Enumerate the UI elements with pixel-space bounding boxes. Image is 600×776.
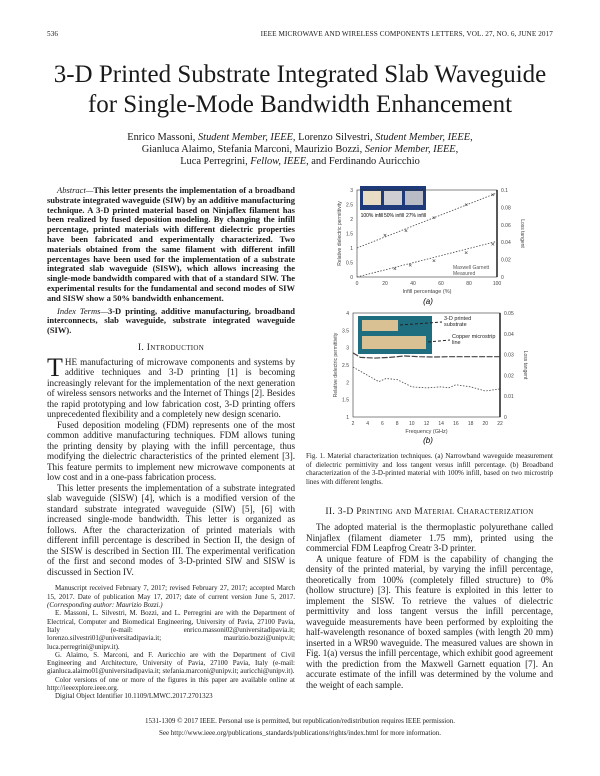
left-column: [47, 186, 295, 701]
legend-entry: Measured: [453, 271, 476, 277]
y-tick-label: 1: [350, 246, 353, 252]
y-tick-label: 2: [346, 380, 349, 387]
paragraph: The adopted material is the thermoplastic polyurethane called Ninjaflex (filament diameter 1.75 mm), printed using the commercial FDM Leapfrog Creatr 3-D printer.: [306, 522, 553, 554]
y2-tick-label: 0.02: [504, 373, 514, 380]
figure-1: [300, 180, 600, 450]
photo-label: 27% infill: [405, 213, 427, 219]
x-tick-label: 14: [438, 421, 444, 427]
photo-label: 3-D printed substrate: [444, 316, 472, 328]
title-line-1: 3-D Printed Substrate Integrated Slab Waveguide: [53, 61, 547, 88]
index-terms-label: Index Terms—: [57, 305, 108, 316]
author-membership: Fellow, IEEE: [250, 156, 307, 168]
measured-point: ✕: [464, 250, 469, 257]
y2-tick-label: 0.01: [504, 394, 514, 401]
journal-header: IEEE MICROWAVE AND WIRELESS COMPONENTS LETTERS, VOL. 27, NO. 6, JUNE 2017: [260, 30, 553, 38]
author-text: Luca Perregrini,: [180, 156, 251, 168]
introduction-body: [47, 352, 295, 578]
y2-tick-label: 0.08: [501, 205, 511, 212]
y-tick-label: 2.5: [342, 363, 349, 369]
y2-tick-label: 0.02: [501, 257, 511, 264]
sample-50-infill: [384, 191, 402, 205]
author-text: Enrico Massoni,: [127, 132, 198, 143]
paper-title: [0, 60, 600, 120]
abstract-text: This letter presents the implementation of a broadband substrate integrated waveguide (SIW) by an additive manufacturing technique. A 3-D printed material based on Ninjaflex filament has been realized by fused deposition modeling. By changing the infill percentage, printed materials with different dielectric properties have been fabricated and experimentally characterized. Two materials obtained from the same filament with different infill percentages have been used for the implementation of a substrate integrated slab waveguide (SISW), which allows increasing the single-mode bandwidth compared with that of a standard SIW. The experimental results for the fundamental and second modes of SIW and SISW show a 50% bandwidth enhancement.: [47, 185, 295, 303]
photo-label: 50% infill: [383, 213, 405, 219]
y-tick-label: 3: [350, 188, 353, 194]
y2-tick-label: 0: [501, 275, 504, 281]
x-tick-label: 18: [467, 421, 474, 427]
footnote: Manuscript received February 7, 2017; revised February 27, 2017; accepted March 15, 2017. Date of publication May 17, 2017; date of current version June 5, 2017.: [47, 584, 295, 601]
author-list: [0, 132, 600, 169]
y-tick-label: 2: [350, 217, 353, 223]
paragraph: Fused deposition modeling (FDM) represents one of the most common additive manufacturing techniques. FDM allows tuning the printing density by playing with the infill percentage, thus modifying the dielectric characteristics of the printed element [3]. This feature permits to implement new microwave components at low cost and in a one-pass fabrication process.: [47, 419, 295, 483]
y-tick-label: 1: [346, 415, 349, 421]
y-tick-label: 4: [346, 311, 349, 317]
x-tick-label: 20: [482, 421, 489, 427]
page-number: 536: [47, 30, 59, 38]
title-line-2: for Single-Mode Bandwidth Enhancement: [87, 91, 513, 118]
photo-label: Copper microstrip line: [452, 334, 496, 346]
paragraph: HE manufacturing of microwave components and systems by additive techniques and 3-D printing [1] is becoming increasingly relevant for the implementation of the next generation of wireless sensors networks and the Internet of Things [2]. Besides the rapid prototyping and low fabrication cost, 3-D printing offers unprecedented flexibility and a completely new design scenario.: [47, 356, 295, 420]
footnotes: [47, 584, 295, 700]
y-tick-label: 2.5: [346, 202, 353, 209]
y2-axis-label: Loss tangent: [519, 219, 525, 248]
measured-point: ✕: [490, 192, 495, 199]
paragraph: This letter presents the implementation of a substrate integrated slab waveguide (SISW) [4], which is a modified version of the standard substrate integrated waveguide (SIW) [5], [6] with increased single-mode bandwidth. This letter is organized as follows. After the characterization of printed materials with different infill percentage is described in Section II, the design of the SISW is described in Section III. The experimental verification of the first and second modes of 3-D-printed SIW and SISW is discussed in Section IV.: [47, 482, 295, 577]
x-tick-label: 4: [366, 421, 370, 427]
x-axis-label: Frequency (GHz): [405, 429, 448, 435]
section-heading-introduction: I. Introduction: [137, 341, 205, 353]
author-membership: Student Member, IEEE: [197, 132, 293, 143]
photo-inset-microstrip: [358, 316, 496, 354]
legend-entry: Maxwell Garnett: [453, 265, 490, 271]
y2-axis-label: Loss tangent: [522, 350, 528, 380]
y-tick-label: 1.5: [346, 231, 353, 238]
abstract: [47, 186, 295, 304]
x-tick-label: 40: [410, 281, 416, 287]
x-tick-label: 80: [466, 281, 472, 287]
author-text: ,: [470, 132, 473, 143]
subfigure-label-a: (a): [423, 297, 433, 306]
measured-point: ✕: [392, 266, 397, 273]
doi: Digital Object Identifier 10.1109/LMWC.2017.2701323: [55, 692, 213, 701]
copyright-line: 1531-1309 © 2017 IEEE. Personal use is permitted, but republication/redistribution requires IEEE permission.: [145, 717, 455, 725]
measured-point: ✕: [431, 258, 437, 265]
y2-tick-label: 0.1: [501, 188, 508, 194]
section-heading-materials: II. 3-D Printing and Material Characterization: [325, 506, 534, 518]
y2-tick-label: 0.03: [504, 352, 514, 359]
author-membership: Student Member, IEEE: [375, 132, 471, 143]
series-line: [357, 241, 497, 277]
x-tick-label: 12: [423, 421, 430, 427]
y-tick-label: 3: [346, 345, 349, 352]
footnote: G. Alaimo, S. Marconi, and F. Auricchio are with the Department of Civil Engineering and Architecture, University of Pavia, 27100 Pavia, Italy (e-mail: gianluca.alaimo01@universitadipavia.it; stefania.marconi@unipv.it; auricchi@unipv.it).: [47, 650, 295, 676]
y-axis-label: Relative dielectric permittivity: [333, 332, 339, 398]
photo-label: 100% infill: [360, 213, 384, 219]
x-tick-label: 10: [409, 421, 415, 427]
x-tick-label: 6: [381, 421, 384, 427]
x-tick-label: 16: [453, 421, 459, 427]
x-tick-label: 100: [492, 281, 502, 287]
x-tick-label: 20: [382, 281, 388, 287]
measured-point: ✕: [408, 262, 413, 269]
y2-tick-label: 0.05: [504, 311, 514, 317]
figure-caption: Fig. 1. Material characterization techniques. (a) Narrowband waveguide measurement of dielectric permittivity and loss tangent versus infill percentage. (b) Broadband characterization of the 3-D-printed material with 100% infill, based on two microstrip lines with different lengths.: [306, 452, 553, 486]
y2-tick-label: 0.04: [501, 240, 511, 247]
y2-tick-label: 0.06: [501, 222, 511, 229]
paragraph: A unique feature of FDM is the capability of changing the density of the printed material, by varying the infill percentage, theoretically from 100% (completely filled structure) to 0% (hollow structure) [3]. This feature is exploited in this letter to implement the SISW. To retrieve the values of dielectric permittivity and loss tangent versus the infill percentage, waveguide measurements have been performed by exploiting the half-wavelength resonance of boxed samples (with length 20 mm) inserted in a WR90 waveguide. The measured values are shown in Fig. 1(a) versus the infill percentage, which exhibit good agreement with the prediction from the Maxwell Garnett equation [7]. An accurate estimate of the infill was determined by the volume and the weight of each sample.: [306, 553, 553, 690]
drop-cap: T: [47, 352, 63, 382]
x-axis-label: Infill percentage (%): [402, 289, 452, 295]
measured-point: ✕: [464, 202, 469, 209]
x-tick-label: 2: [351, 421, 355, 427]
subfigure-label-b: (b): [423, 436, 433, 445]
author-text: Gianluca Alaimo, Stefania Marconi, Maurizio Bozzi,: [141, 144, 365, 156]
sample-27-infill: [405, 191, 423, 205]
right-column: [306, 452, 553, 690]
corresponding-author: (Corresponding author: Maurizio Bozzi.): [47, 601, 163, 610]
y-tick-label: 1.5: [342, 397, 349, 404]
y-tick-label: 0: [350, 275, 353, 281]
y-axis-label: Relative dielectric permittivity: [337, 201, 343, 266]
photo-inset-samples: [360, 186, 426, 219]
index-terms-text: 3-D printing, additive manufacturing, broadband interconnects, slab waveguide, substrate integrated waveguide (SIW).: [47, 305, 295, 336]
series-line: [353, 367, 500, 391]
index-terms: [47, 307, 295, 336]
section-2-body: [306, 522, 553, 690]
author-text: , Lorenzo Silvestri,: [292, 132, 376, 143]
y2-tick-label: 0: [504, 415, 507, 421]
measured-point: ✕: [382, 232, 388, 239]
rights-url-line: See http://www.ieee.org/publications_standards/publications/rights/index.html for more information.: [158, 729, 442, 737]
y-tick-label: 3.5: [342, 328, 349, 335]
x-tick-label: 0: [355, 281, 359, 287]
x-tick-label: 60: [438, 281, 444, 287]
author-membership: Senior Member, IEEE: [364, 144, 456, 156]
y-tick-label: 0.5: [346, 260, 353, 267]
author-text: ,: [455, 144, 459, 156]
author-text: , and Ferdinando Auricchio: [306, 156, 420, 168]
measured-point: ✕: [490, 241, 495, 248]
x-tick-label: 22: [497, 421, 503, 427]
footnote: E. Massoni, L. Silvestri, M. Bozzi, and L. Perregrini are with the Department of Electrical, Computer and Biomedical Engineering, University of Pavia, 27100 Pavia, Italy (e-mail: enrico.massoni02@universitadipavia.it; lorenzo.silvestri01@universitadipavia.it; maurizio.bozzi@unipv.it; luca.perregrini@unipv.it).: [47, 609, 295, 651]
measured-point: ✕: [431, 215, 437, 222]
x-tick-label: 8: [395, 421, 399, 427]
footnote: Color versions of one or more of the figures in this paper are available online at http://ieeexplore.ieee.org.: [47, 675, 295, 693]
y2-tick-label: 0.04: [504, 331, 514, 338]
abstract-label: Abstract—: [57, 185, 94, 195]
measured-point: ✕: [403, 228, 409, 235]
sample-100-infill: [363, 191, 381, 205]
